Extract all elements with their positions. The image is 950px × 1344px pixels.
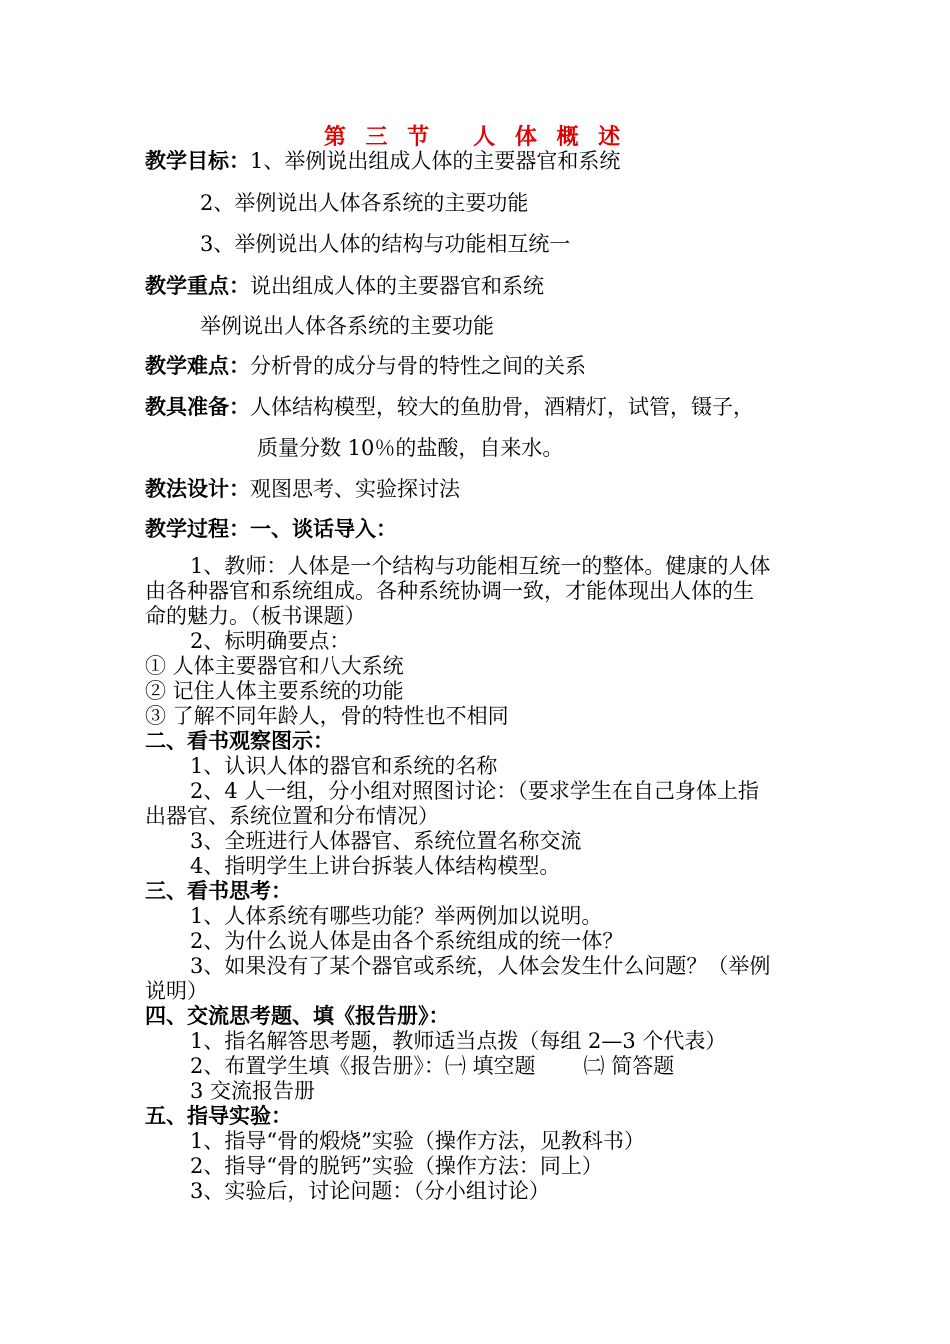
sec2-item-3: 3、全班进行人体器官、系统位置名称交流 xyxy=(190,829,582,853)
method-line xyxy=(145,475,460,503)
sec3-item-1: 1、人体系统有哪些功能？举两例加以说明。 xyxy=(190,904,603,928)
keypoints-label: 教学重点： xyxy=(145,274,250,298)
objectives-line-1 xyxy=(145,147,620,175)
sec5-item-1: 1、指导“骨的煅烧”实验（操作方法，见教科书） xyxy=(190,1129,645,1153)
sec3-item-3-line1: 3、如果没有了某个器官或系统，人体会发生什么问题？（举例 xyxy=(190,954,771,978)
section-3-title: 三、看书思考： xyxy=(145,879,292,903)
sec3-item-3-line2: 说明） xyxy=(145,979,208,1003)
sec2-item-2-line1: 2、4 人一组，分小组对照图讨论：（要求学生在自己身体上指 xyxy=(190,779,759,803)
keypoints-line-1 xyxy=(145,272,544,300)
sec4-item-2-part-b: ㈡ 简答题 xyxy=(583,1054,675,1078)
objectives-label: 教学目标： xyxy=(145,149,250,173)
sec2-item-1: 1、认识人体的器官和系统的名称 xyxy=(190,754,498,778)
sec4-item-2-part-a: 2、布置学生填《报告册》：㈠ 填空题 xyxy=(190,1054,536,1078)
difficulty-line xyxy=(145,352,586,380)
method-label: 教法设计： xyxy=(145,477,250,501)
sec1-circled-2: ② 记住人体主要系统的功能 xyxy=(145,679,404,703)
section-1-title: 一、谈话导入： xyxy=(250,517,397,541)
sec1-para2: 2、标明确要点： xyxy=(190,629,351,653)
title-topic: 人 体 概 述 xyxy=(473,125,627,150)
sec2-item-4: 4、指明学生上讲台拆装人体结构模型。 xyxy=(190,854,561,878)
sec3-item-2: 2、为什么说人体是由各个系统组成的统一体？ xyxy=(190,929,624,953)
sec4-item-3: 3 交流报告册 xyxy=(190,1079,316,1103)
sec4-item-2 xyxy=(145,1054,810,1079)
difficulty-label: 教学难点： xyxy=(145,354,250,378)
sec1-circled-1: ① 人体主要器官和八大系统 xyxy=(145,654,404,678)
sec1-para1-line3: 命的魅力。（板书课题） xyxy=(145,604,366,628)
objective-item-3: 3、举例说出人体的结构与功能相互统一 xyxy=(200,232,571,256)
keypoint-1: 说出组成人体的主要器官和系统 xyxy=(250,274,544,298)
method-text: 观图思考、实验探讨法 xyxy=(250,477,460,501)
sec1-circled-3: ③ 了解不同年龄人，骨的特性也不相同 xyxy=(145,704,509,728)
difficulty-text: 分析骨的成分与骨的特性之间的关系 xyxy=(250,354,586,378)
title-section-number: 第 三 节 xyxy=(323,125,436,150)
section-5-title: 五、指导实验： xyxy=(145,1104,292,1128)
materials-text-2: 质量分数 10％的盐酸，自来水。 xyxy=(257,436,564,460)
section-4-title: 四、交流思考题、填《报告册》： xyxy=(145,1004,450,1028)
sec4-item-1: 1、指名解答思考题，教师适当点拨（每组 2—3 个代表） xyxy=(190,1029,727,1053)
sec5-item-2: 2、指导“骨的脱钙”实验（操作方法：同上） xyxy=(190,1154,603,1178)
sec2-item-2-line2: 出器官、系统位置和分布情况） xyxy=(145,804,439,828)
materials-text-1: 人体结构模型，较大的鱼肋骨，酒精灯，试管，镊子， xyxy=(250,395,754,419)
process-line xyxy=(145,515,397,543)
objective-item-1: 1、举例说出组成人体的主要器官和系统 xyxy=(250,149,621,173)
sec1-para1-line2: 由各种器官和系统组成。各种系统协调一致，才能体现出人体的生 xyxy=(145,579,754,603)
materials-line-1 xyxy=(145,393,754,421)
section-2-title: 二、看书观察图示： xyxy=(145,729,334,753)
process-body xyxy=(145,554,810,1204)
sec1-para1-line1: 1、教师：人体是一个结构与功能相互统一的整体。健康的人体 xyxy=(190,554,771,578)
objective-item-2: 2、举例说出人体各系统的主要功能 xyxy=(200,191,529,215)
keypoint-2: 举例说出人体各系统的主要功能 xyxy=(200,314,494,338)
process-label: 教学过程： xyxy=(145,517,250,541)
sec5-item-3: 3、实验后，讨论问题：（分小组讨论） xyxy=(190,1179,550,1203)
materials-label: 教具准备： xyxy=(145,395,250,419)
